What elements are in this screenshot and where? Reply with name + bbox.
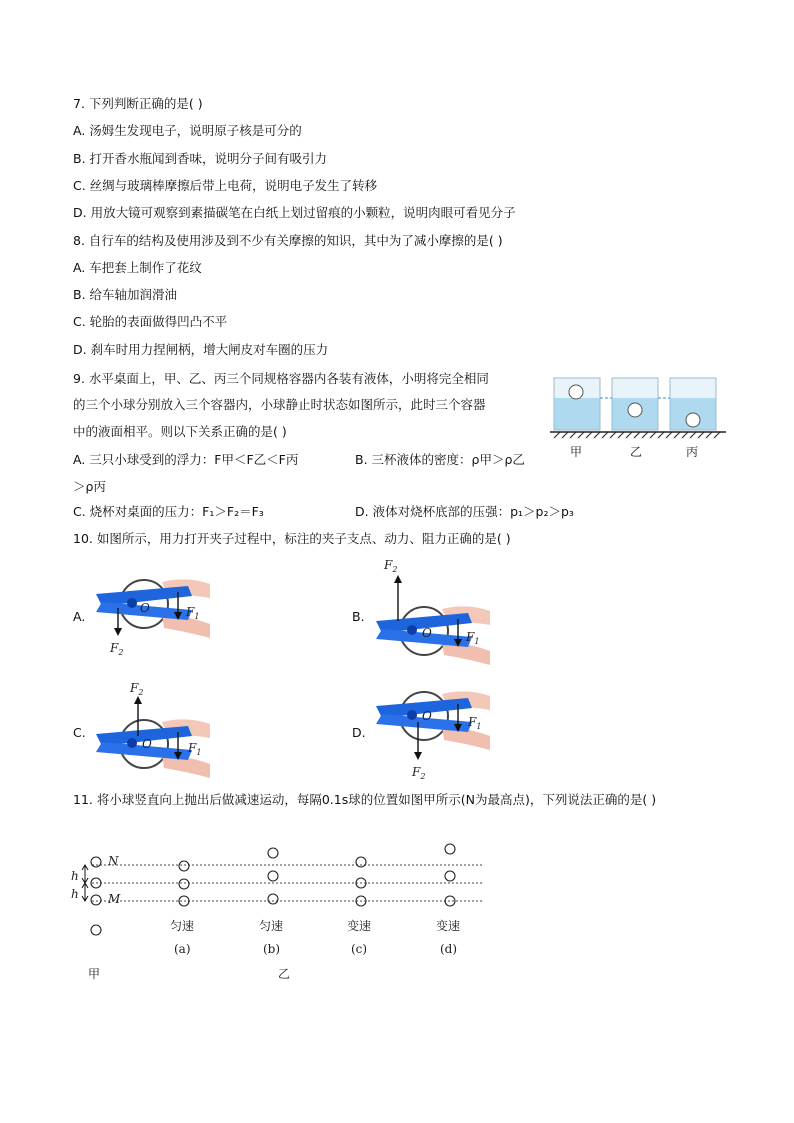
q8-option-a: A. 车把套上制作了花纹	[73, 260, 202, 275]
label-jia: 甲	[570, 445, 583, 459]
q10-clip-a	[92, 572, 222, 662]
q8-option-d: D. 刹车时用力捏闸柄，增大闸皮对车圈的压力	[73, 342, 329, 357]
q9-stem-line-2: 的三个小球分别放入三个容器内，小球静止时状态如图所示，此时三个容器	[73, 397, 486, 412]
col-d-tag: (d)	[440, 942, 458, 956]
q9-option-b-cont: ＞ρ丙	[73, 479, 106, 494]
column-d-balls	[445, 844, 455, 906]
q10-stem: 10. 如图所示，用力打开夹子过程中，标注的夹子支点、动力、阻力正确的是( )	[73, 531, 511, 546]
col-c-motion: 变速	[347, 919, 372, 933]
svg-text:O: O	[422, 626, 432, 640]
force-f2-label: $F_2$	[110, 641, 124, 657]
col-b-motion: 匀速	[259, 919, 284, 933]
col-a-tag: (a)	[174, 942, 191, 956]
fig-label-yi: 乙	[278, 967, 291, 981]
q11-stem: 11. 将小球竖直向上抛出后做减速运动，每隔0.1s球的位置如图甲所示(N为最高点)，下列说法正确的是( )	[73, 792, 657, 807]
label-bing: 丙	[686, 445, 699, 459]
svg-text:F2: $F_2$	[412, 765, 426, 781]
q9-option-a: A. 三只小球受到的浮力：F甲＜F乙＜F丙	[73, 452, 299, 467]
pivot-o: O	[140, 601, 150, 615]
q8-option-b: B. 给车轴加润滑油	[73, 287, 178, 302]
q10-letter-b: B.	[352, 609, 365, 624]
label-n: N	[108, 854, 119, 868]
svg-text:F2: $F_2$	[130, 681, 144, 697]
container-yi	[612, 378, 658, 430]
q10-clip-d	[372, 686, 502, 782]
container-bing	[670, 378, 716, 430]
q8-option-c: C. 轮胎的表面做得凹凸不平	[73, 314, 228, 329]
q10-letter-c: C.	[73, 725, 86, 740]
q10-letter-a: A.	[73, 609, 86, 624]
q10-clip-c	[92, 680, 222, 790]
q9-stem-line-1: 9. 水平桌面上，甲、乙、丙三个同规格容器内各装有液体，小明将完全相同	[73, 371, 489, 386]
q7-option-d: D. 用放大镜可观察到素描碳笔在白纸上划过留痕的小颗粒，说明肉眼可看见分子	[73, 205, 516, 220]
q10-letter-d: D.	[352, 725, 366, 740]
q9-stem-line-3: 中的液面相平。则以下关系正确的是( )	[73, 424, 287, 439]
q7-option-c: C. 丝绸与玻璃棒摩擦后带上电荷，说明电子发生了转移	[73, 178, 378, 193]
column-c-balls	[356, 857, 366, 906]
svg-text:F1: $F_1$	[468, 715, 482, 731]
svg-text:O: O	[142, 737, 152, 751]
q10-clip-b	[372, 555, 502, 673]
q11-motion-figure	[66, 835, 496, 995]
fig-jia-balls	[91, 857, 101, 935]
q9-option-b: B. 三杯液体的密度：ρ甲＞ρ乙	[355, 452, 525, 467]
column-b-balls	[268, 848, 278, 904]
h-dimension-arrows	[82, 865, 88, 901]
q8-stem: 8. 自行车的结构及使用涉及到不少有关摩擦的知识，其中为了减小摩擦的是( )	[73, 233, 503, 248]
col-c-tag: (c)	[351, 942, 368, 956]
label-h-bottom: h	[71, 887, 79, 901]
svg-text:F1: $F_1$	[188, 741, 202, 757]
q7-option-b: B. 打开香水瓶闻到香味，说明分子间有吸引力	[73, 151, 328, 166]
container-jia	[554, 378, 600, 430]
svg-text:O: O	[422, 709, 432, 723]
label-h-top: h	[71, 869, 79, 883]
q7-option-a: A. 汤姆生发现电子，说明原子核是可分的	[73, 123, 302, 138]
svg-text:F2: $F_2$	[384, 558, 398, 574]
q9-option-d: D. 液体对烧杯底部的压强：p₁＞p₂＞p₃	[355, 504, 574, 519]
col-b-tag: (b)	[263, 942, 281, 956]
col-a-motion: 匀速	[170, 919, 195, 933]
table-hatching	[554, 432, 720, 438]
fig-label-jia: 甲	[88, 967, 101, 981]
q9-option-c: C. 烧杯对桌面的压力：F₁＞F₂＝F₃	[73, 504, 264, 519]
force-f1-label: $F_1$	[186, 605, 200, 621]
label-yi: 乙	[630, 445, 643, 459]
label-m: M	[108, 892, 121, 906]
svg-text:F1: $F_1$	[466, 630, 480, 646]
col-d-motion: 变速	[436, 919, 461, 933]
q7-stem: 7. 下列判断正确的是( )	[73, 96, 203, 111]
q9-containers-figure	[548, 372, 728, 464]
